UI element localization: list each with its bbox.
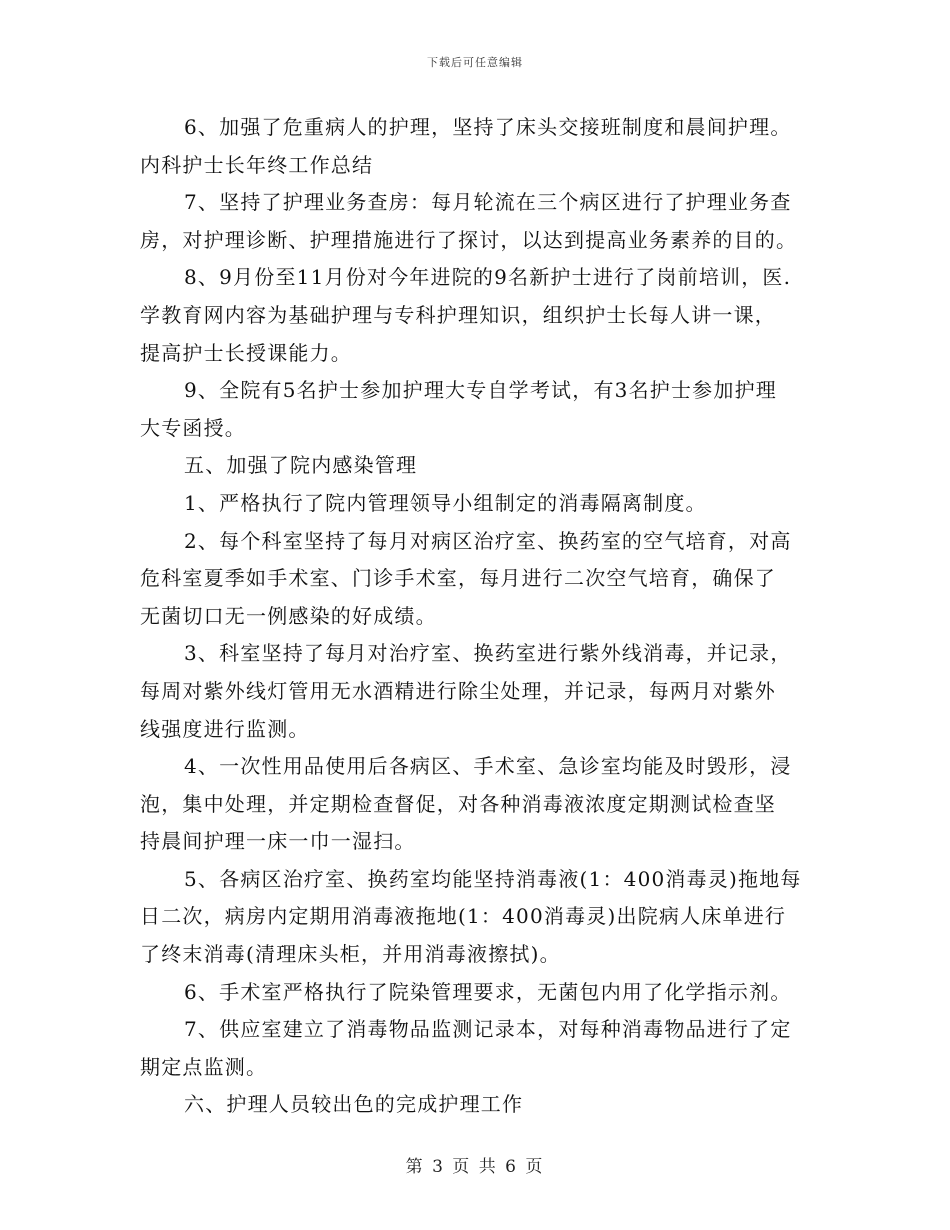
text-line: 1、严格执行了院内管理领导小组制定的消毒隔离制度。	[184, 490, 707, 515]
text-line: 无菌切口无一例感染的好成绩。	[140, 603, 437, 628]
text-line: 学教育网内容为基础护理与专科护理知识，组织护士长每人讲一课，	[140, 302, 776, 327]
text-line: 持晨间护理一床一巾一湿扫。	[140, 829, 416, 854]
text-line: 6、手术室严格执行了院染管理要求，无菌包内用了化学指示剂。	[184, 979, 792, 1004]
text-line: 每周对紫外线灯管用无水酒精进行除尘处理，并记录，每两月对紫外	[140, 678, 776, 703]
text-line: 五、加强了院内感染管理	[184, 453, 418, 478]
text-line: 4、一次性用品使用后各病区、手术室、急诊室均能及时毁形，浸	[184, 754, 792, 779]
document-body	[140, 109, 812, 1124]
text-line: 日二次，病房内定期用消毒液拖地(1：400消毒灵)出院病人床单进行	[140, 904, 787, 929]
text-line: 6、加强了危重病人的护理，坚持了床头交接班制度和晨间护理。	[184, 115, 792, 139]
text-line: 大专函授。	[140, 415, 246, 440]
text-line: 9、全院有5名护士参加护理大专自学考试，有3名护士参加护理	[184, 378, 777, 403]
text-line: 了终末消毒(清理床头柜，并用消毒液擦拭)。	[140, 942, 561, 967]
text-line: 六、护理人员较出色的完成护理工作	[184, 1092, 524, 1117]
text-line: 7、坚持了护理业务查房：每月轮流在三个病区进行了护理业务查	[184, 190, 792, 215]
text-line: 泡，集中处理，并定期检查督促，对各种消毒液浓度定期测试检查坚	[140, 791, 776, 816]
text-line: 2、每个科室坚持了每月对病区治疗室、换药室的空气培育，对高	[184, 528, 792, 553]
text-line: 5、各病区治疗室、换药室均能坚持消毒液(1：400消毒灵)拖地每	[184, 866, 802, 891]
text-line: 8、9月份至11月份对今年进院的9名新护士进行了岗前培训，医.	[184, 265, 792, 290]
header-note: 下载后可任意编辑	[427, 56, 523, 69]
text-line: 线强度进行监测。	[140, 716, 310, 741]
text-line: 房，对护理诊断、护理措施进行了探讨，以达到提高业务素养的目的。	[140, 227, 798, 252]
text-line: 7、供应室建立了消毒物品监测记录本，对每种消毒物品进行了定	[184, 1017, 792, 1042]
text-line: 提高护士长授课能力。	[140, 340, 352, 365]
text-line: 危科室夏季如手术室、门诊手术室，每月进行二次空气培育，确保了	[140, 566, 776, 591]
text-line: 内科护士长年终工作总结	[140, 152, 374, 177]
text-line: 3、科室坚持了每月对治疗室、换药室进行紫外线消毒，并记录，	[184, 641, 792, 666]
text-line: 期定点监测。	[140, 1054, 268, 1079]
page-number-footer: 第 3 页 共 6 页	[405, 1157, 545, 1177]
